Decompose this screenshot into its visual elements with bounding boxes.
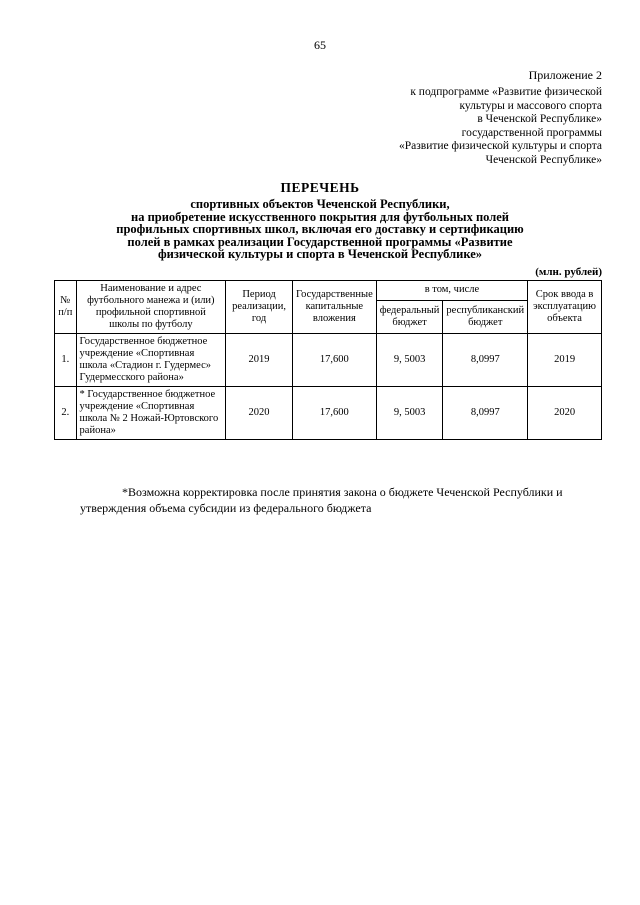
document-heading: ПЕРЕЧЕНЬ — [280, 180, 360, 195]
appendix-ref-line: в Чеченской Республике» — [477, 113, 602, 125]
document-subheading — [80, 198, 560, 261]
cell-num: 2. — [55, 387, 77, 440]
cell-deadline: 2019 — [528, 334, 602, 387]
header-period: Период реализации, год — [226, 281, 293, 334]
table-header-row — [55, 281, 602, 301]
header-federal: федеральный бюджет — [376, 300, 443, 333]
subheading-line: полей в рамках реализации Государственной программы «Развитие — [127, 234, 513, 249]
cell-republic: 8,0997 — [443, 387, 528, 440]
appendix-ref-line: государственной программы — [461, 126, 602, 139]
cell-federal: 9, 5003 — [376, 387, 443, 440]
footnote: *Возможна корректировка после принятия закона о бюджете Чеченской Республики и утверждения объема субсидии из федерального бюджета — [80, 485, 563, 515]
cell-republic: 8,0997 — [443, 334, 528, 387]
cell-period: 2019 — [226, 334, 293, 387]
subheading-line: на приобретение искусственного покрытия для футбольных полей — [131, 209, 509, 224]
appendix-ref-line: Чеченской Республике» — [485, 153, 602, 166]
cell-federal: 9, 5003 — [376, 334, 443, 387]
header-name: Наименование и адрес футбольного манежа и (или) профильной спортивной школы по футболу — [76, 281, 226, 334]
header-including: в том, числе — [376, 281, 527, 301]
appendix-title: Приложение 2 — [528, 68, 602, 82]
subheading-line: профильных спортивных школ, включая его доставку и сертификацию — [116, 222, 524, 236]
appendix-ref-line: культуры и массового спорта — [459, 99, 602, 112]
cell-name: Государственное бюджетное учреждение «Спортивная школа «Стадион г. Гудермес» Гудермесского района» — [76, 334, 226, 387]
subheading-line: спортивных объектов Чеченской Республики, — [190, 197, 450, 211]
units-label: (млн. рублей) — [535, 266, 602, 278]
table-row — [55, 387, 602, 440]
appendix-ref-line: к подпрограмме «Развитие физической — [410, 86, 602, 98]
table-row — [55, 334, 602, 387]
subheading-line: физической культуры и спорта в Чеченской Республике» — [157, 247, 483, 261]
page-number: 65 — [314, 38, 326, 52]
header-num: № п/п — [55, 281, 77, 334]
objects-table — [54, 280, 602, 440]
header-investment: Государственные капитальные вложения — [292, 281, 376, 334]
appendix-ref-line: «Развитие физической культуры и спорта — [399, 140, 602, 152]
cell-deadline: 2020 — [528, 387, 602, 440]
cell-name: * Государственное бюджетное учреждение «Спортивная школа № 2 Ножай-Юртовского района» — [76, 387, 226, 440]
cell-num: 1. — [55, 334, 77, 387]
appendix-reference — [362, 86, 602, 167]
header-deadline: Срок ввода в эксплуатацию объекта — [528, 281, 602, 334]
header-republic: республиканский бюджет — [443, 300, 528, 333]
cell-investment: 17,600 — [292, 387, 376, 440]
cell-investment: 17,600 — [292, 334, 376, 387]
cell-period: 2020 — [226, 387, 293, 440]
